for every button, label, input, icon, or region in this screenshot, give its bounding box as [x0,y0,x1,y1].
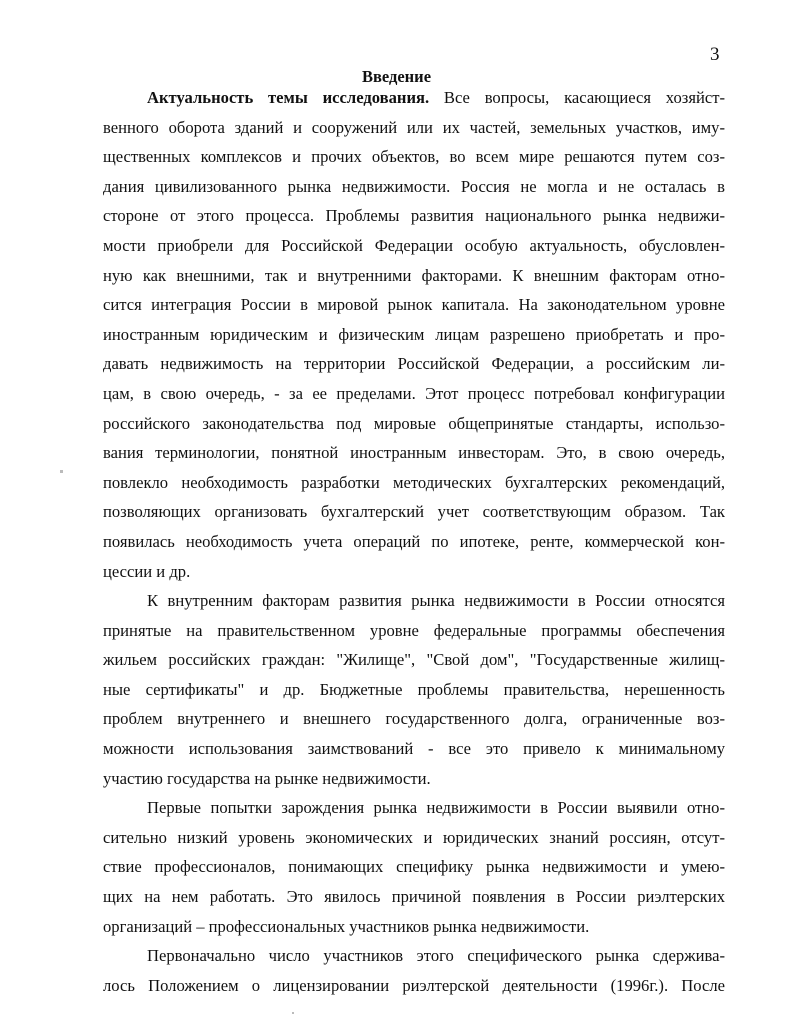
paragraph-relevance [103,83,725,586]
paragraph-licensing [103,941,725,1000]
text-line: мости приобрели для Российской Федерации особую актуальность, обусловлен- [103,235,725,255]
paragraph-first-attempts [103,793,725,941]
text-line: принятые на правительственном уровне федеральные программы обеспечения [103,620,725,640]
scan-artifact [292,1012,294,1014]
paragraph-internal-factors [103,586,725,793]
text-line: Первые попытки зарождения рынка недвижимости в России выявили отно- [147,798,725,818]
scan-artifact [60,470,63,473]
text-line: Первоначально число участников этого специфического рынка сдержива- [147,946,725,966]
text-line: щественных комплексов и прочих объектов, во всем мире решаются путем соз- [103,147,725,167]
text-line: дания цивилизованного рынка недвижимости. Россия не могла и не осталась в [103,176,725,196]
page-title: Введение [361,67,432,86]
text-line: иностранным юридическим и физическим лицам разрешено приобретать и про- [103,324,725,344]
text-line: венного оборота зданий и сооружений или их частей, земельных участков, иму- [103,117,725,137]
text-line: повлекло необходимость разработки методических бухгалтерских рекомендаций, [103,472,725,492]
text-line: проблем внутреннего и внешнего государственного долга, ограниченные воз- [103,709,725,729]
page-number: 3 [710,44,720,65]
text-line: стороне от этого процесса. Проблемы развития национального рынка недвижи- [103,206,725,226]
body-text [103,83,725,1000]
text-line: лось Положением о лицензировании риэлтерской деятельности (1996г.). После [103,975,725,995]
text-line: российского законодательства под мировые общепринятые стандарты, использо- [103,413,725,433]
text-line: давать недвижимость на территории Российской Федерации, а российским ли- [103,354,725,374]
text-line: вания терминологии, понятной иностранным инвесторам. Это, в свою очередь, [103,443,725,463]
text-line: сится интеграция России в мировой рынок капитала. На законодательном уровне [103,295,725,315]
text-line: появилась необходимость учета операций по ипотеке, ренте, коммерческой кон- [103,531,725,551]
text-line: цессии и др. [103,561,191,581]
text-line: Актуальность темы исследования. Все вопросы, касающиеся хозяйст- [147,88,725,107]
text-line: К внутренним факторам развития рынка недвижимости в России относятся [147,591,725,611]
text-line: организаций – профессиональных участников рынка недвижимости. [103,916,590,936]
text-line: участию государства на рынке недвижимости. [103,768,431,788]
text-line: позволяющих организовать бухгалтерский учет соответствующим образом. Так [103,502,725,522]
text-line: ствие профессионалов, понимающих специфику рынка недвижимости и умею- [103,857,725,877]
text-line: цам, в свою очередь, - за ее пределами. Этот процесс потребовал конфигурации [103,383,725,403]
text-line: щих на нем работать. Это явилось причиной появления в России риэлтерских [103,887,725,907]
text-line: можности использования заимствований - все это привело к минимальному [103,739,725,759]
text-line: ную как внешними, так и внутренними факторами. К внешним факторам отно- [103,265,725,285]
text-line: жильем российских граждан: "Жилище", "Свой дом", "Государственные жилищ- [103,650,725,670]
paragraph-lead: Актуальность темы исследования. [147,88,430,107]
text-line: ные сертификаты" и др. Бюджетные проблемы правительства, нерешенность [103,679,725,699]
text-line: сительно низкий уровень экономических и юридических знаний россиян, отсут- [103,827,725,847]
